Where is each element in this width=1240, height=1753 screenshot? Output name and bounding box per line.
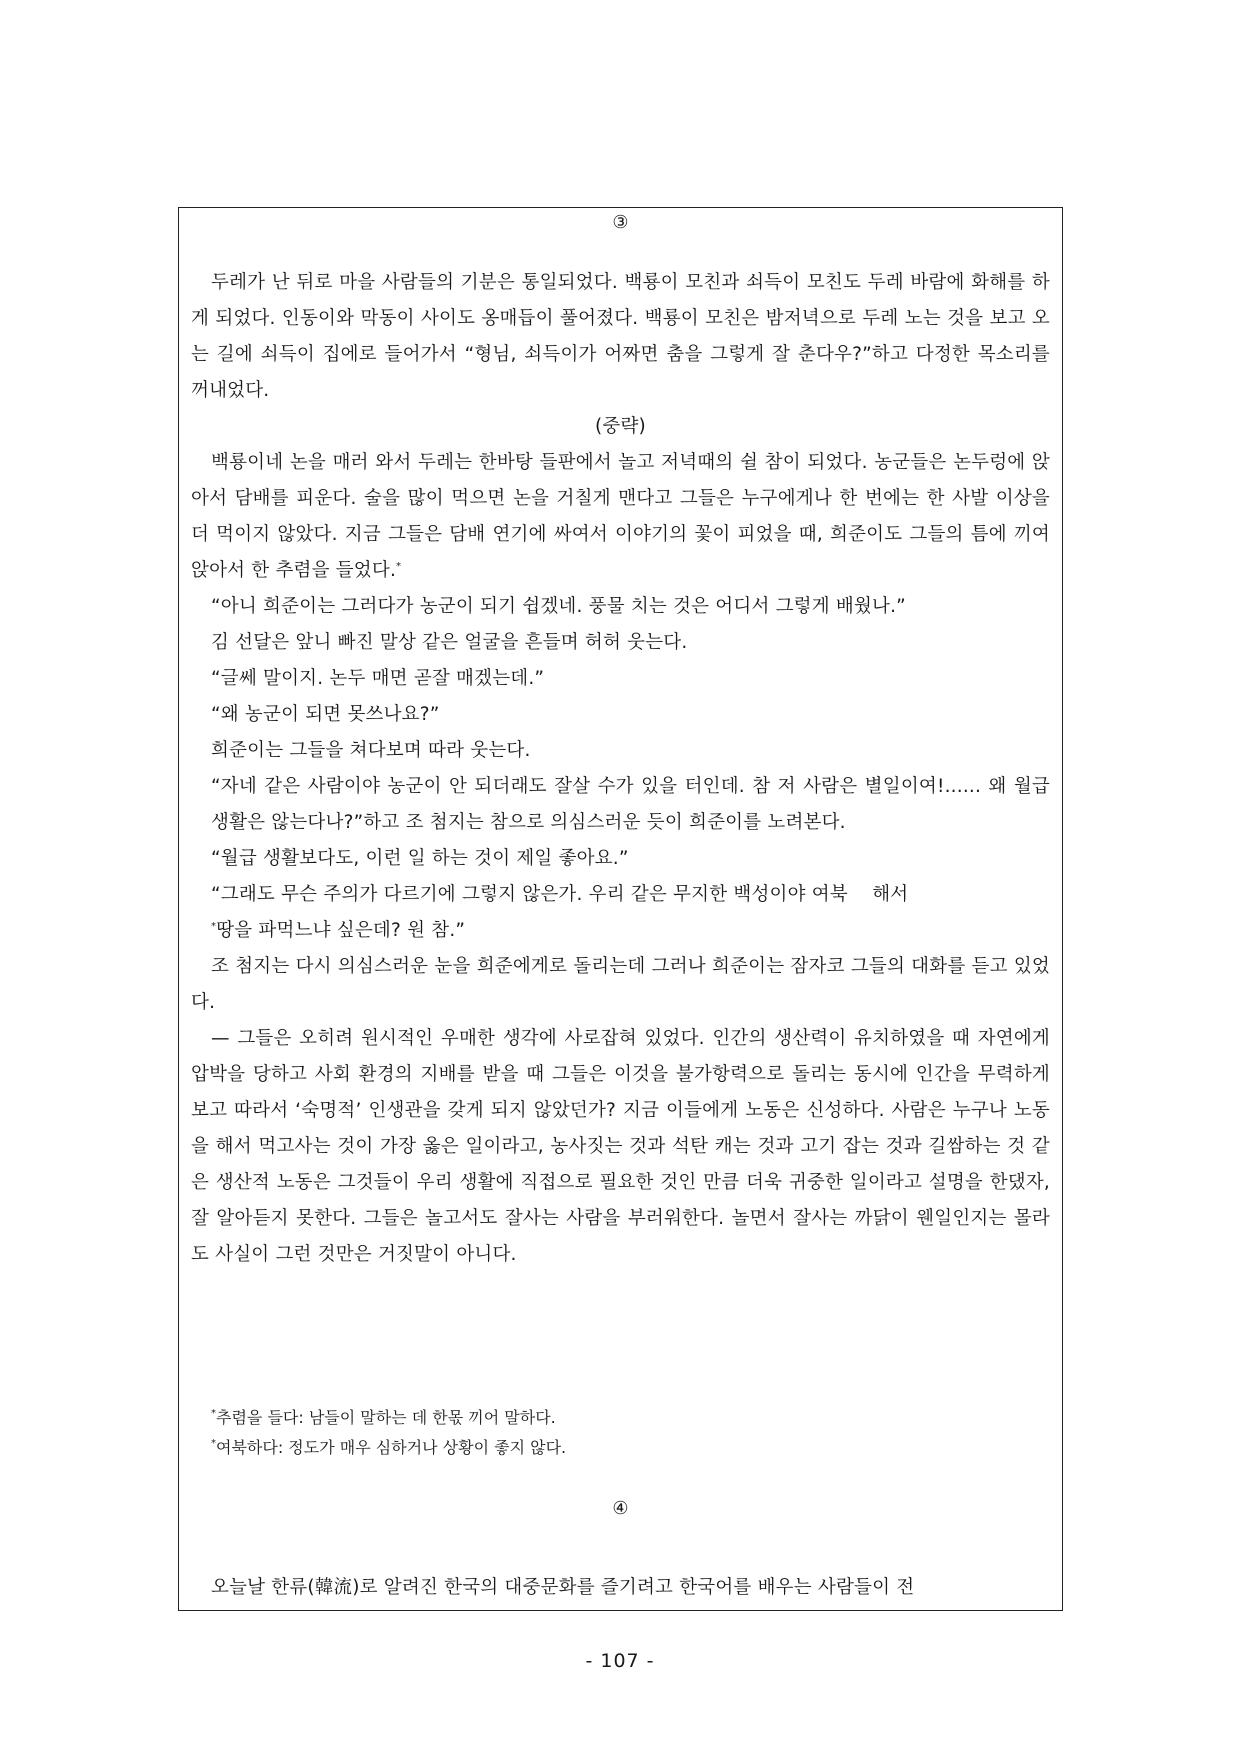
narration-line: 김 선달은 앞니 빠진 말상 같은 얼굴을 흔들며 허허 웃는다. — [211, 632, 688, 653]
footnote-mark: * — [211, 921, 217, 932]
footnote-2: *여북하다: 정도가 매우 심하거나 상황이 좋지 않다. — [211, 1438, 567, 1457]
dialogue-line: “글쎄 말이지. 논두 매면 곧잘 매겠는데.” — [211, 668, 545, 689]
paragraph-1: 두레가 난 뒤로 마을 사람들의 기분은 통일되었다. 백룡이 모친과 쇠득이 모친도 두레 바람에 화해를 하게 되었다. 인동이와 막동이 사이도 옹매듭이 풀어졌다. 백룡이 모친은 밤저녁으로 두레 노는 것을 보고 오는 길에 쇠득이 집에로 들어가서 “형님, 쇠득이가 어짜면 춤을 그렇게 잘 춘다우?”하고 다정한 목소리를 꺼내었다. — [191, 272, 1050, 401]
section-marker-4: ④ — [612, 1498, 629, 1519]
footnotes — [191, 1403, 1050, 1463]
footnote-1: *추렴을 들다: 남들이 말하는 데 한몫 끼어 말하다. — [211, 1408, 556, 1427]
dialogue-line: “월급 생활보다도, 이런 일 하는 것이 제일 좋아요.” — [211, 848, 629, 869]
section-4-body — [191, 1570, 1050, 1606]
section-marker-3: ③ — [612, 212, 629, 233]
dialogue-line: “왜 농군이 되면 못쓰나요?” — [211, 704, 440, 725]
paragraph-2: 백룡이네 논을 매러 와서 두레는 한바탕 들판에서 놀고 저녁때의 쉴 참이 되었다. 농군들은 논두렁에 앉아서 담배를 피운다. 술을 많이 먹으면 논을 거칠게 맨다고 그들은 누구에게나 한 번에는 한 사발 이상을 더 먹이지 않았다. 지금 그들은 담배 연기에 싸여서 이야기의 꽃이 피었을 때, 희준이도 그들의 틈에 끼여 앉아서 한 추렴을 들었다.* — [191, 452, 1050, 581]
text-box — [178, 207, 1063, 1611]
narration-line: 희준이는 그들을 쳐다보며 따라 웃는다. — [211, 740, 531, 761]
dialogue-line: “그래도 무슨 주의가 다르기에 그렇지 않은가. 우리 같은 무지한 백성이야 여북 해서 *땅을 파먹느냐 싶은데? 원 참.” — [211, 884, 909, 941]
dialogue-line: “자네 같은 사람이야 농군이 안 되더래도 잘살 수가 있을 터인데. 참 저 사람은 별일이여!...... 왜 월급 생활은 않는다나?”하고 조 첨지는 참으로 의심스러운 듯이 희준이를 노려본다. — [211, 776, 1050, 833]
section-3-body — [191, 265, 1050, 1273]
footnote-mark: * — [396, 561, 402, 572]
narration-line: 조 첨지는 다시 의심스러운 눈을 희준에게로 돌리는데 그러나 희준이는 잠자코 그들의 대화를 듣고 있었다. — [191, 956, 1050, 1013]
narration-paragraph: — 그들은 오히려 원시적인 우매한 생각에 사로잡혀 있었다. 인간의 생산력이 유치하였을 때 자연에게 압박을 당하고 사회 환경의 지배를 받을 때 그들은 이것을 불가항력으로 돌리는 동시에 인간을 무력하게 보고 따라서 ‘숙명적’ 인생관을 갖게 되지 않았던가? 지금 이들에게 노동은 신성하다. 사람은 누구나 노동을 해서 먹고사는 것이 가장 옳은 일이라고, 농사짓는 것과 석탄 캐는 것과 고기 잡는 것과 길쌈하는 것 같은 생산적 노동은 그것들이 우리 생활에 직접으로 필요한 것인 만큼 더욱 귀중한 일이라고 설명을 한댔자, 잘 알아듣지 못한다. 그들은 놀고서도 잘사는 사람을 부러워한다. 놀면서 잘사는 까닭이 웬일인지는 몰라도 사실이 그런 것만은 거짓말이 아니다. — [191, 1028, 1050, 1265]
omission-mark: (중략) — [595, 416, 646, 437]
paragraph-4-1: 오늘날 한류(韓流)로 알려진 한국의 대중문화를 즐기려고 한국어를 배우는 사람들이 전 — [211, 1577, 915, 1598]
page-number: - 107 - — [585, 1650, 655, 1672]
dialogue-line: “아니 희준이는 그러다가 농군이 되기 쉽겠네. 풍물 치는 것은 어디서 그렇게 배웠나.” — [211, 596, 906, 617]
